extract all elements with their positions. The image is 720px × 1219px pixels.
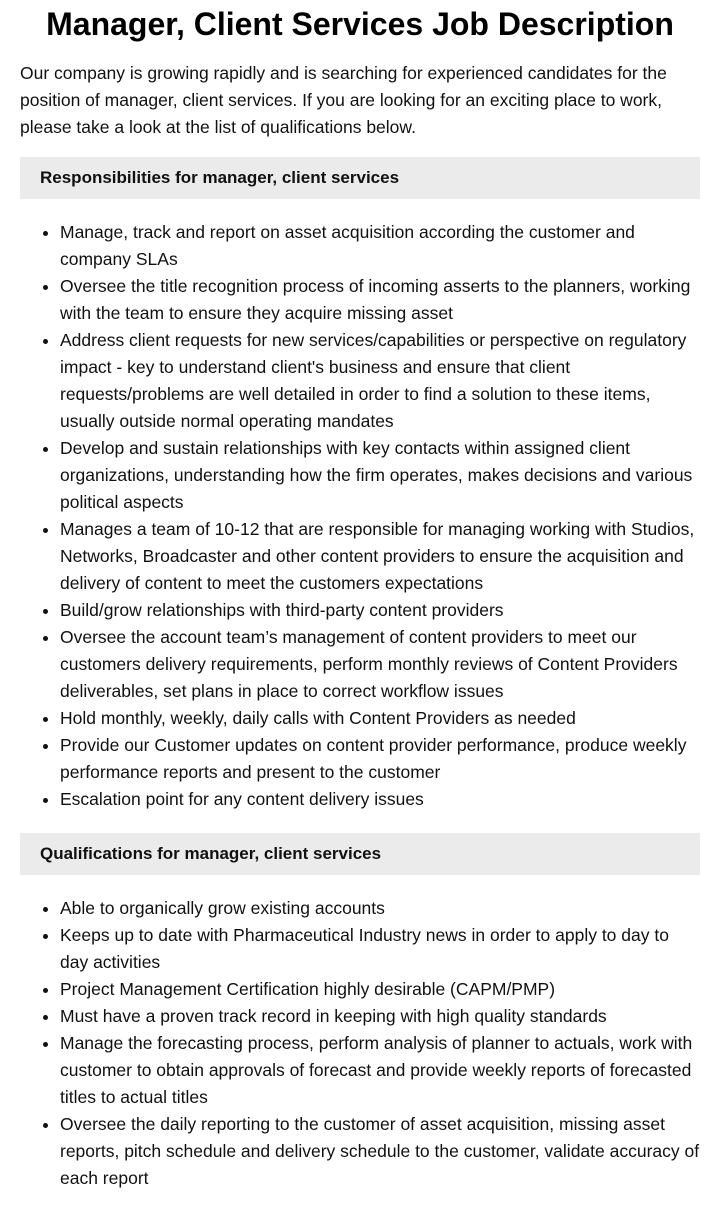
list-item: • Able to organically grow existing accounts	[60, 895, 700, 922]
list-item: • Manage, track and report on asset acquisition according the customer and company SLAs	[60, 219, 700, 273]
qualifications-heading: Qualifications for manager, client services	[20, 833, 700, 875]
intro-text: Our company is growing rapidly and is searching for experienced candidates for the position of manager, client services. If you are looking for an exciting place to work, please take a look at the list of qualifications below.	[20, 63, 667, 137]
list-item: • Hold monthly, weekly, daily calls with Content Providers as needed	[60, 705, 700, 732]
list-item: • Build/grow relationships with third-party content providers	[60, 597, 700, 624]
responsibilities-heading: Responsibilities for manager, client services	[20, 157, 700, 199]
list-item: • Oversee the account team’s management of content providers to meet our customers delivery requirements, perform monthly reviews of Content Providers deliverables, set plans in place to correct workflow issues	[60, 624, 700, 705]
list-item: • Manage the forecasting process, perform analysis of planner to actuals, work with customer to obtain approvals of forecast and provide weekly reports of forecasted titles to actual titles	[60, 1030, 700, 1111]
responsibilities-list	[20, 219, 700, 813]
list-item: • Must have a proven track record in keeping with high quality standards	[60, 1003, 700, 1030]
list-item: • Oversee the title recognition process of incoming asserts to the planners, working with the team to ensure they acquire missing asset	[60, 273, 700, 327]
list-item: • Address client requests for new services/capabilities or perspective on regulatory impact - key to understand client's business and ensure that client requests/problems are well detailed in order to find a solution to these items, usually outside normal operating mandates	[60, 327, 700, 435]
qualifications-list	[20, 895, 700, 1192]
list-item: • Keeps up to date with Pharmaceutical Industry news in order to apply to day to day activities	[60, 922, 700, 976]
list-item: • Oversee the daily reporting to the customer of asset acquisition, missing asset reports, pitch schedule and delivery schedule to the customer, validate accuracy of each report	[60, 1111, 700, 1192]
list-item: • Manages a team of 10-12 that are responsible for managing working with Studios, Networks, Broadcaster and other content providers to ensure the acquisition and delivery of content to meet the customers expectations	[60, 516, 700, 597]
list-item: • Escalation point for any content delivery issues	[60, 786, 700, 813]
list-item: • Project Management Certification highly desirable (CAPM/PMP)	[60, 976, 700, 1003]
list-item: • Develop and sustain relationships with key contacts within assigned client organizations, understanding how the firm operates, makes decisions and various political aspects	[60, 435, 700, 516]
list-item: • Provide our Customer updates on content provider performance, produce weekly performance reports and present to the customer	[60, 732, 700, 786]
page-title: Manager, Client Services Job Description	[46, 6, 674, 42]
